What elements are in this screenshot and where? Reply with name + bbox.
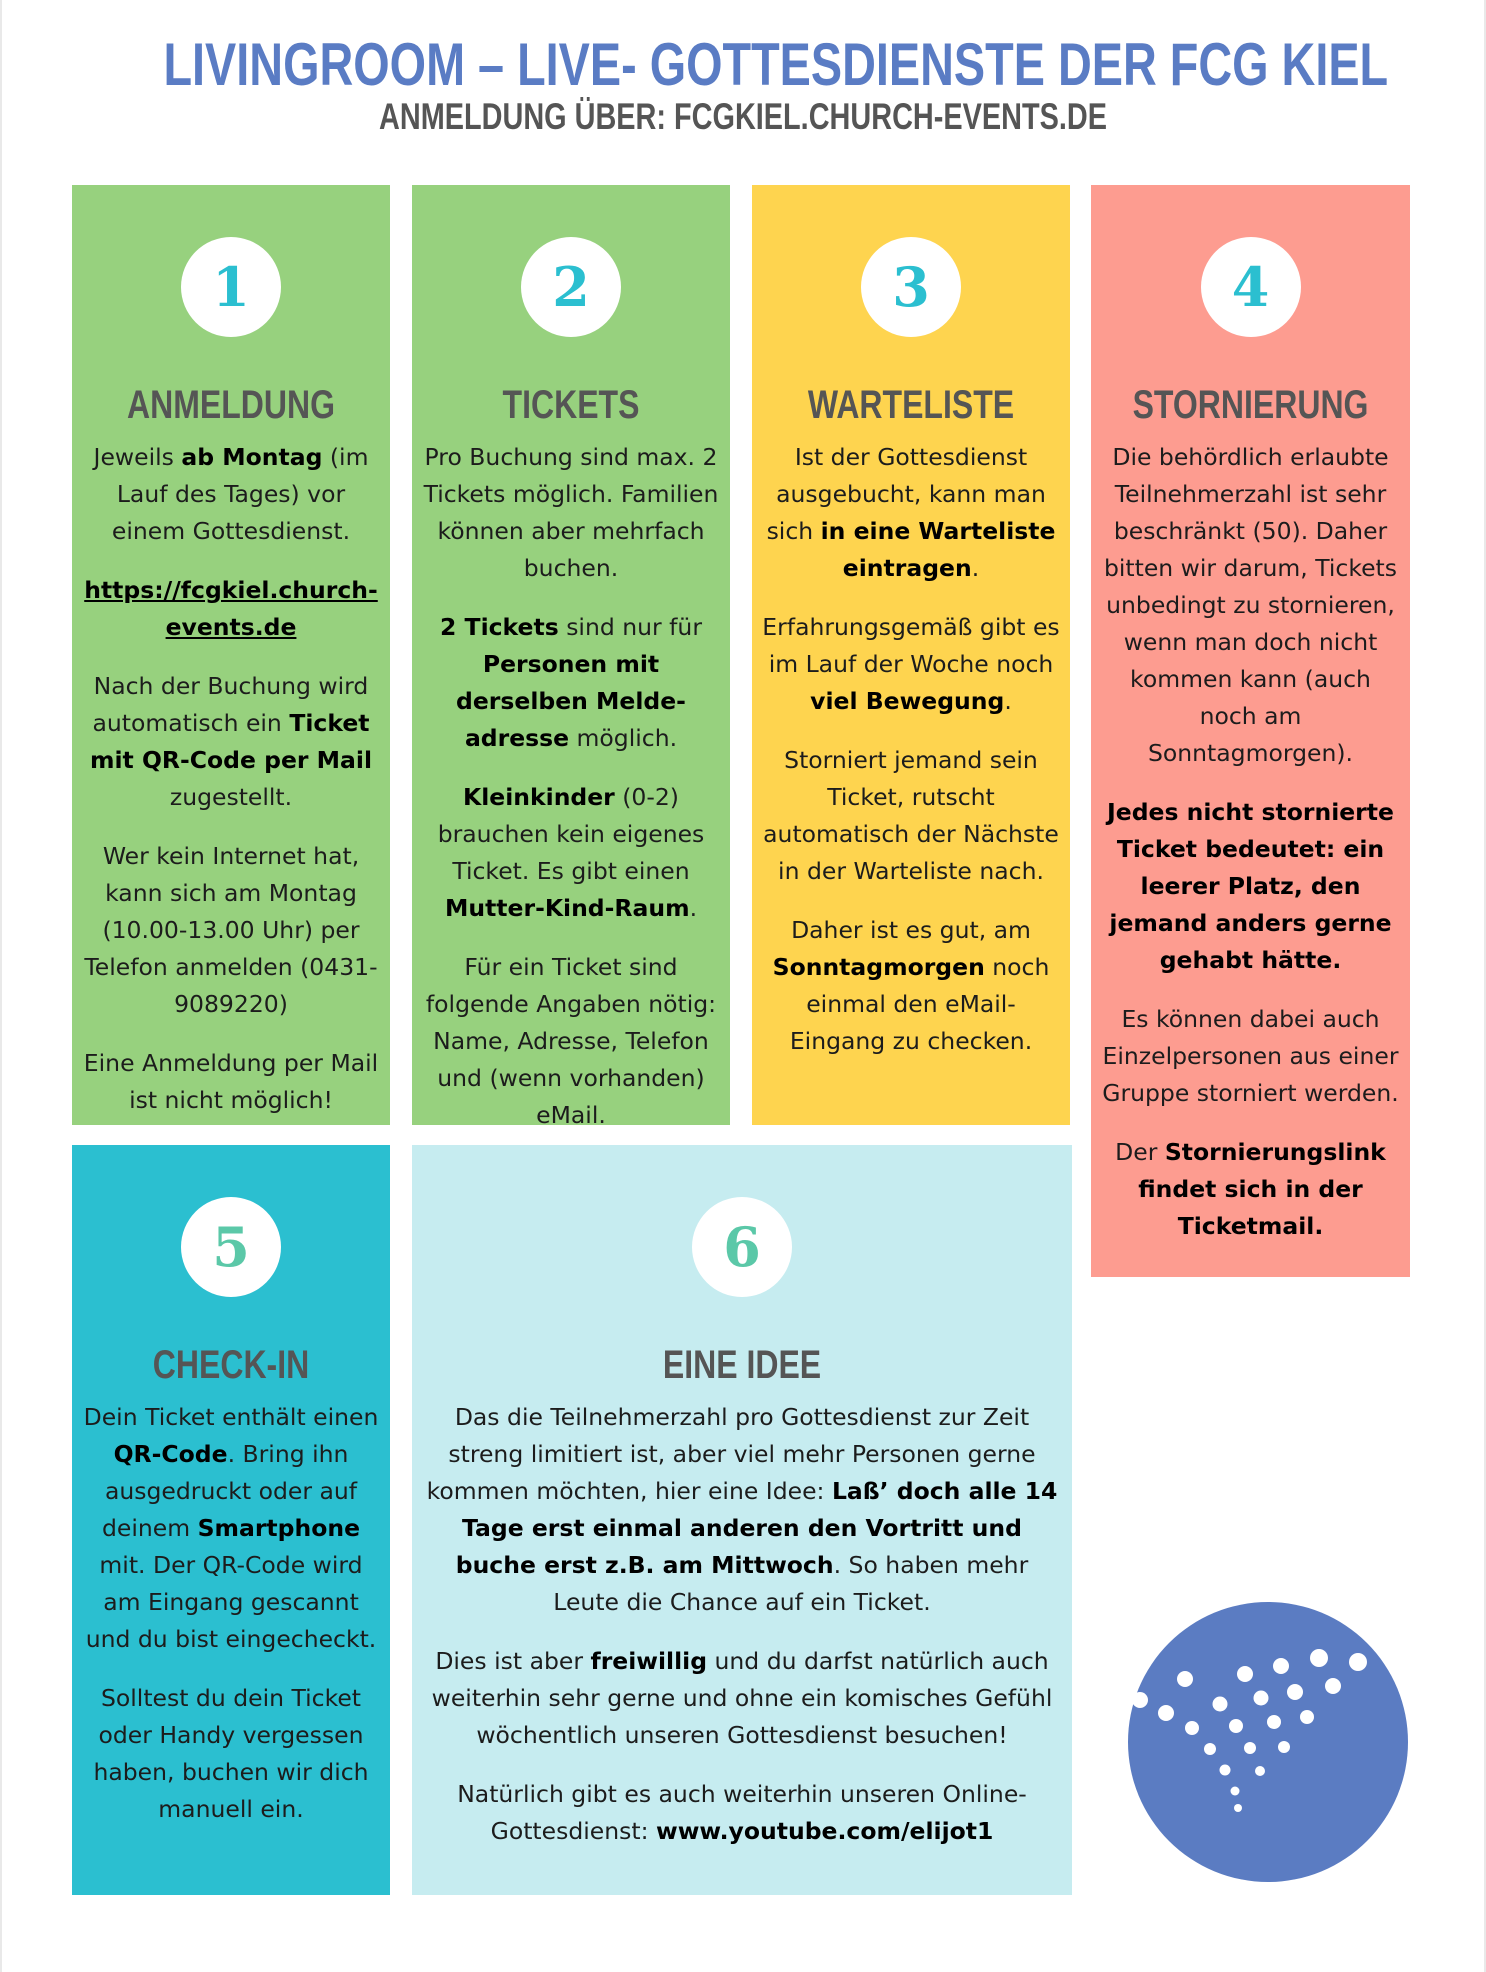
text-span: . <box>1004 687 1012 715</box>
bold-text: Stornierungslink findet sich in der Ticketmail. <box>1138 1138 1386 1240</box>
card-paragraph <box>762 742 1060 890</box>
card-warteliste <box>752 185 1070 1125</box>
text-span: Ist der Gottesdienst ausgebucht, kann man sich <box>766 443 1046 545</box>
bold-text: QR-Code <box>113 1440 228 1468</box>
card-paragraph <box>1101 1134 1400 1245</box>
text-span: zugestellt. <box>169 783 293 811</box>
card-number: 3 <box>892 255 930 319</box>
text-span: . <box>971 554 980 582</box>
card-title: WARTELISTE <box>807 383 1015 427</box>
text-span: . So haben mehr Leute die Chance auf ein Ticket. <box>553 1551 1029 1616</box>
card-number: 5 <box>212 1215 250 1279</box>
card-text <box>422 1399 1062 1850</box>
number-badge <box>861 237 961 337</box>
card-text <box>422 439 720 1134</box>
card-paragraph <box>422 439 720 587</box>
card-paragraph <box>1101 439 1400 772</box>
text-span: sind nur für <box>558 613 702 641</box>
number-badge <box>181 237 281 337</box>
card-paragraph <box>82 668 380 816</box>
logo-circle <box>1128 1602 1408 1882</box>
bold-text: Ticket mit QR-Code per Mail <box>90 709 372 774</box>
text-span: (0-2) brauchen kein eigenes Ticket. Es gibt einen <box>437 783 705 885</box>
text-span: Die behördlich erlaubte Teilnehmerzahl ist sehr beschränkt (50). Daher bitten wir darum, Tickets unbedingt zu stornieren, wenn man doch nicht kommen kann (auch noch am Sonntagmorgen). <box>1103 443 1398 767</box>
text-span: . Bring ihn ausgedruckt oder auf deinem <box>101 1440 358 1542</box>
bold-text: in eine Warteliste eintragen <box>820 517 1056 582</box>
text-span: Für ein Ticket sind folgende Angaben nötig: Name, Adresse, Telefon und (wenn vorhanden) eMail. <box>425 953 717 1129</box>
bold-text: 2 Tickets <box>440 613 559 641</box>
card-paragraph <box>762 439 1060 587</box>
card-paragraph <box>82 838 380 1023</box>
text-span: Daher ist es gut, am <box>791 916 1031 944</box>
card-tickets <box>412 185 730 1129</box>
bold-text: Mutter-Kind-Raum <box>444 894 690 922</box>
text-span: Dein Ticket enthält einen <box>83 1403 379 1431</box>
text-span: . <box>689 894 698 922</box>
text-span: Solltest du dein Ticket oder Handy vergessen haben, buchen wir dich manuell ein. <box>93 1684 369 1823</box>
bold-text: Personen mit derselben Melde-adresse <box>456 650 686 752</box>
card-text <box>82 439 380 1119</box>
card-check-in <box>72 1145 390 1895</box>
bold-text: Sonntagmorgen <box>772 953 985 981</box>
card-paragraph <box>422 949 720 1134</box>
bold-text: Jedes nicht stornierte Ticket bedeutet: ein leerer Platz, den jemand anders gerne gehabt hätte. <box>1107 798 1394 974</box>
text-span: Nach der Buchung wird automatisch ein <box>92 672 369 737</box>
text-span: Pro Buchung sind max. 2 Tickets möglich. Familien können aber mehrfach buchen. <box>423 443 719 582</box>
bold-text: Kleinkinder <box>463 783 615 811</box>
card-title: STORNIERUNG <box>1132 383 1369 427</box>
text-span: Es können dabei auch Einzelpersonen aus einer Gruppe storniert werden. <box>1102 1005 1399 1107</box>
card-title: EINE IDEE <box>662 1343 822 1387</box>
card-stornierung <box>1091 185 1410 1277</box>
bold-text: Laß’ doch alle 14 Tage erst einmal anderen den Vortritt und buche erst z.B. am Mittwoch <box>455 1477 1058 1579</box>
number-badge <box>692 1197 792 1297</box>
page-subtitle: ANMELDUNG ÜBER: FCGKIEL.CHURCH-EVENTS.DE <box>379 96 1107 137</box>
number-badge <box>1201 237 1301 337</box>
card-paragraph <box>422 609 720 757</box>
text-span: Natürlich gibt es auch weiterhin unseren Online-Gottesdienst: <box>457 1780 1027 1845</box>
card-text <box>82 1399 380 1828</box>
card-paragraph <box>424 1399 1060 1621</box>
card-paragraph <box>1101 1001 1400 1112</box>
card-eine-idee <box>412 1145 1072 1895</box>
bold-text: www.youtube.com/elijot1 <box>655 1817 994 1845</box>
text-span: Jeweils <box>93 443 182 471</box>
card-paragraph <box>82 572 380 646</box>
card-title: CHECK-IN <box>152 1343 310 1387</box>
text-span: Dies ist aber <box>435 1647 591 1675</box>
bold-text: ab Montag <box>181 443 323 471</box>
card-paragraph <box>82 1680 380 1828</box>
card-anmeldung <box>72 185 390 1125</box>
text-span: mit. Der QR-Code wird am Eingang gescannt und du bist eingecheckt. <box>85 1551 377 1653</box>
text-span: Eine Anmeldung per Mail ist nicht möglich! <box>83 1049 379 1114</box>
card-paragraph <box>424 1776 1060 1850</box>
text-span: Der <box>1115 1138 1165 1166</box>
page-title: LIVINGROOM – LIVE- GOTTESDIENSTE DER FCG KIEL <box>163 31 1389 98</box>
card-title: TICKETS <box>502 383 640 427</box>
bold-text: viel Bewegung <box>810 687 1005 715</box>
bold-text: Smartphone <box>197 1514 361 1542</box>
card-paragraph <box>422 779 720 927</box>
number-badge <box>521 237 621 337</box>
fcg-logo-icon <box>1126 1600 1410 1884</box>
card-paragraph <box>762 609 1060 720</box>
card-text <box>762 439 1060 1060</box>
card-paragraph <box>424 1643 1060 1754</box>
text-span: Erfahrungsgemäß gibt es im Lauf der Woche noch <box>762 613 1060 678</box>
card-text <box>1101 439 1400 1245</box>
card-paragraph <box>1101 794 1400 979</box>
card-paragraph <box>82 439 380 550</box>
text-span: Storniert jemand sein Ticket, rutscht automatisch der Nächste in der Warteliste nach. <box>763 746 1059 885</box>
text-span: möglich. <box>569 724 678 752</box>
text-span: und du darfst natürlich auch weiterhin sehr gerne und ohne ein komisches Gefühl wöchentlich unseren Gottesdienst besuchen! <box>431 1647 1053 1749</box>
bold-text: https://fcgkiel.church-events.de <box>84 576 378 641</box>
number-badge <box>181 1197 281 1297</box>
card-number: 1 <box>212 255 250 319</box>
page-header <box>0 30 1486 138</box>
card-number: 4 <box>1231 255 1270 319</box>
text-span: noch einmal den eMail-Eingang zu checken. <box>789 953 1050 1055</box>
card-paragraph <box>82 1399 380 1658</box>
card-number: 2 <box>552 255 590 319</box>
bold-text: freiwillig <box>590 1647 708 1675</box>
text-span: Das die Teilnehmerzahl pro Gottesdienst zur Zeit streng limitiert ist, aber viel mehr Personen gerne kommen möchten, hier eine Idee: <box>426 1403 1036 1505</box>
card-paragraph <box>82 1045 380 1119</box>
card-title: ANMELDUNG <box>127 383 335 427</box>
card-number: 6 <box>723 1215 761 1279</box>
text-span: (im Lauf des Tages) vor einem Gottesdienst. <box>111 443 369 545</box>
card-paragraph <box>762 912 1060 1060</box>
text-span: Wer kein Internet hat, kann sich am Montag (10.00-13.00 Uhr) per Telefon anmelden (0431-9089220) <box>84 842 378 1018</box>
